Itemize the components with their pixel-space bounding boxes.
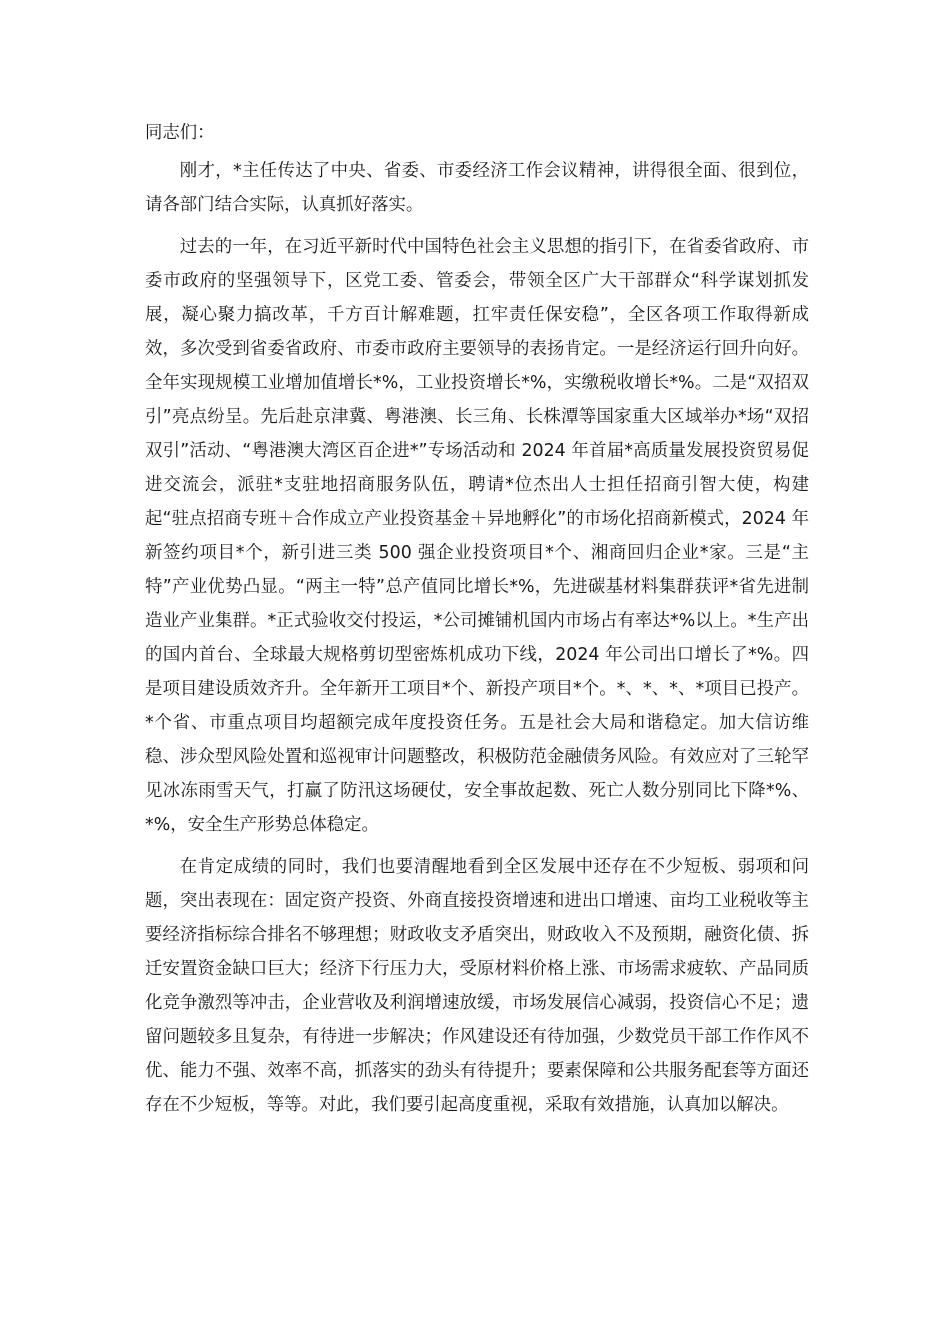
document-body xyxy=(145,116,809,1130)
paragraph-opening: 刚才，*主任传达了中央、省委、市委经济工作会议精神，讲得很全面、很到位，请各部门结合实际，认真抓好落实。 xyxy=(145,161,809,215)
salutation: 同志们： xyxy=(145,123,215,143)
paragraph-achievements: 过去的一年，在习近平新时代中国特色社会主义思想的指引下，在省委省政府、市委市政府的坚强领导下，区党工委、管委会，带领全区广大干部群众“科学谋划抓发展，凝心聚力搞改革，千方百计解难题，扛牢责任保安稳”，全区各项工作取得新成效，多次受到省委省政府、市委市政府主要领导的表扬肯定。一是经济运行回升向好。全年实现规模工业增加值增长*%，工业投资增长*%，实缴税收增长*%。二是“双招双引”亮点纷呈。先后赴京津冀、粤港澳、长三角、长株潭等国家重大区域举办*场“双招双引”活动、“粤港澳大湾区百企进*”专场活动和 2024 年首届*高质量发展投资贸易促进交流会，派驻*支驻地招商服务队伍，聘请*位杰出人士担任招商引智大使，构建起“驻点招商专班＋合作成立产业投资基金＋异地孵化”的市场化招商新模式，2024 年新签约项目*个，新引进三类 500 强企业投资项目*个、湘商回归企业*家。三是“主特”产业优势凸显。“两主一特”总产值同比增长*%，先进碳基材料集群获评*省先进制造业产业集群。*正式验收交付投运，*公司摊铺机国内市场占有率达*%以上。*生产出的国内首台、全球最大规格剪切型密炼机成功下线，2024 年公司出口增长了*%。四是项目建设质效齐升。全年新开工项目*个、新投产项目*个。*、*、*、*项目已投产。*个省、市重点项目均超额完成年度投资任务。五是社会大局和谐稳定。加大信访维稳、涉众型风险处置和巡视审计问题整改，积极防范金融债务风险。有效应对了三轮罕见冰冻雨雪天气，打赢了防汛这场硬仗，安全事故起数、死亡人数分别同比下降*%、*%，安全生产形势总体稳定。 xyxy=(145,237,809,835)
paragraph-problems: 在肯定成绩的同时，我们也要清醒地看到全区发展中还存在不少短板、弱项和问题，突出表现在：固定资产投资、外商直接投资增速和进出口增速、亩均工业税收等主要经济指标综合排名不够理想；财政收支矛盾突出，财政收入不及预期，融资化债、拆迁安置资金缺口巨大；经济下行压力大，受原材料价格上涨、市场需求疲软、产品同质化竞争激烈等冲击，企业营收及利润增速放缓，市场发展信心减弱，投资信心不足；遗留问题较多且复杂，有待进一步解决；作风建设还有待加强，少数党员干部工作作风不优、能力不强、效率不高，抓落实的劲头有待提升；要素保障和公共服务配套等方面还存在不少短板，等等。对此，我们要引起高度重视，采取有效措施，认真加以解决。 xyxy=(145,857,809,1115)
